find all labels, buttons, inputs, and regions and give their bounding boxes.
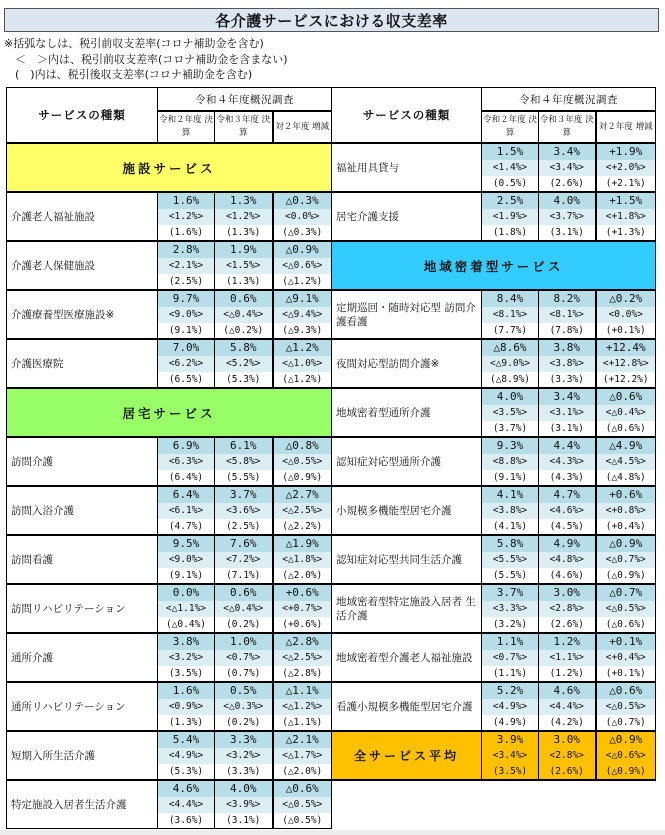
value-cell: (△0.5%): [273, 813, 332, 829]
value-cell: <△0.4%>: [596, 405, 656, 421]
value-cell: (4.7%): [158, 519, 215, 535]
value-cell: 1.6%: [158, 682, 215, 699]
service-name: 介護療養型医療施設※: [7, 290, 158, 339]
value-cell: (△0.6%): [596, 617, 656, 633]
table-row: [7, 192, 332, 209]
value-cell: 5.8%: [482, 535, 539, 552]
value-cell: 1.0%: [215, 633, 273, 650]
value-cell: (3.7%): [482, 421, 539, 437]
value-cell: (2.5%): [215, 519, 273, 535]
value-cell: <9.0%>: [158, 552, 215, 568]
value-cell: △1.9%: [273, 535, 332, 552]
value-cell: <+2.0%>: [596, 160, 656, 176]
value-cell: 8.2%: [539, 290, 596, 307]
value-cell: (4.3%): [539, 470, 596, 486]
value-cell: (△0.2%): [215, 323, 273, 339]
value-cell: 4.6%: [158, 780, 215, 797]
table-row: [7, 437, 332, 454]
table-row: [7, 633, 332, 650]
value-cell: (3.1%): [539, 421, 596, 437]
value-cell: <0.0%>: [596, 307, 656, 323]
value-cell: (4.1%): [482, 519, 539, 535]
value-cell: 9.3%: [482, 437, 539, 454]
note-line: ( )内は、税引後収支差率(コロナ補助金を含む): [4, 68, 253, 81]
header-service-type: サービスの種類: [332, 88, 482, 144]
value-cell: <5.2%>: [215, 356, 273, 372]
table-row: [7, 241, 332, 258]
value-cell: (1.3%): [215, 225, 273, 241]
value-cell: <△0.5%>: [596, 699, 656, 715]
value-cell: 1.5%: [482, 143, 539, 160]
value-cell: (3.1%): [539, 225, 596, 241]
value-cell: <1.9%>: [482, 209, 539, 225]
service-name: 訪問看護: [7, 535, 158, 584]
value-cell: 4.7%: [539, 486, 596, 503]
value-cell: (+0.1%): [596, 323, 656, 339]
value-cell: (9.1%): [158, 323, 215, 339]
service-name: 認知症対応型通所介護: [332, 437, 482, 486]
section-facility: 施設サービス: [7, 143, 332, 192]
value-cell: △0.6%: [273, 780, 332, 797]
value-cell: (△1.1%): [273, 715, 332, 731]
value-cell: (1.8%): [482, 225, 539, 241]
value-cell: <4.8%>: [539, 552, 596, 568]
right-table: [331, 87, 656, 781]
value-cell: (△1.2%): [273, 274, 332, 290]
value-cell: <△2.5%>: [273, 503, 332, 519]
value-cell: (3.3%): [539, 372, 596, 388]
value-cell: <1.2%>: [158, 209, 215, 225]
average-value: <2.8%>: [539, 748, 596, 764]
value-cell: <8.8%>: [482, 454, 539, 470]
value-cell: △1.1%: [273, 682, 332, 699]
value-cell: (5.5%): [482, 568, 539, 584]
value-cell: (7.8%): [539, 323, 596, 339]
value-cell: 3.4%: [539, 388, 596, 405]
value-cell: 1.6%: [158, 192, 215, 209]
value-cell: (7.7%): [482, 323, 539, 339]
value-cell: <0.7%>: [215, 650, 273, 666]
value-cell: <2.8%>: [539, 601, 596, 617]
table-row: [7, 339, 332, 356]
value-cell: △0.6%: [596, 682, 656, 699]
value-cell: <△0.6%>: [273, 258, 332, 274]
value-cell: 5.8%: [215, 339, 273, 356]
header-survey: 令和４年度概況調査: [482, 88, 656, 112]
value-cell: (△2.2%): [273, 519, 332, 535]
value-cell: (3.2%): [482, 617, 539, 633]
value-cell: 5.2%: [482, 682, 539, 699]
value-cell: (△0.3%): [273, 225, 332, 241]
value-cell: 3.3%: [215, 731, 273, 748]
value-cell: 2.8%: [158, 241, 215, 258]
value-cell: (△0.4%): [158, 617, 215, 633]
value-cell: 7.0%: [158, 339, 215, 356]
value-cell: <8.1%>: [539, 307, 596, 323]
value-cell: <3.4%>: [539, 160, 596, 176]
table-row: [332, 682, 656, 699]
average-value: <3.4%>: [482, 748, 539, 764]
value-cell: <0.9%>: [158, 699, 215, 715]
value-cell: (△2.8%): [273, 666, 332, 682]
service-name: 介護老人福祉施設: [7, 192, 158, 241]
value-cell: (1.3%): [215, 274, 273, 290]
header-r2: 令和２年度 決算: [482, 111, 539, 143]
service-name: 訪問入浴介護: [7, 486, 158, 535]
value-cell: <4.4%>: [539, 699, 596, 715]
value-cell: △4.9%: [596, 437, 656, 454]
header-service-type: サービスの種類: [7, 88, 158, 144]
value-cell: (4.9%): [482, 715, 539, 731]
table-row: [332, 437, 656, 454]
value-cell: 4.1%: [482, 486, 539, 503]
service-name: 小規模多機能型居宅介護: [332, 486, 482, 535]
table-row: [332, 486, 656, 503]
table-row: [7, 486, 332, 503]
value-cell: 9.7%: [158, 290, 215, 307]
value-cell: (1.3%): [158, 715, 215, 731]
value-cell: <6.1%>: [158, 503, 215, 519]
value-cell: <△0.5%>: [596, 601, 656, 617]
value-cell: <△0.4%>: [215, 307, 273, 323]
service-name: 通所介護: [7, 633, 158, 682]
table-row: [7, 290, 332, 307]
value-cell: <3.9%>: [215, 797, 273, 813]
value-cell: △9.1%: [273, 290, 332, 307]
service-name: 認知症対応型共同生活介護: [332, 535, 482, 584]
value-cell: <△9.0%>: [482, 356, 539, 372]
table-row: [332, 535, 656, 552]
value-cell: 1.9%: [215, 241, 273, 258]
value-cell: (9.1%): [482, 470, 539, 486]
value-cell: (2.6%): [539, 176, 596, 192]
value-cell: <3.2%>: [215, 748, 273, 764]
table-row: [332, 290, 656, 307]
value-cell: 4.6%: [539, 682, 596, 699]
value-cell: <3.5%>: [482, 405, 539, 421]
value-cell: (1.2%): [539, 666, 596, 682]
note-line: ＜ ＞内は、税引前収支差率(コロナ補助金を含まない): [4, 52, 288, 66]
value-cell: 9.5%: [158, 535, 215, 552]
value-cell: +1.5%: [596, 192, 656, 209]
value-cell: 6.9%: [158, 437, 215, 454]
value-cell: △2.8%: [273, 633, 332, 650]
note-line: ※括弧なしは、税引前収支差率(コロナ補助金を含む): [4, 37, 264, 50]
value-cell: (+0.1%): [596, 666, 656, 682]
value-cell: 3.7%: [482, 584, 539, 601]
service-name: 介護老人保健施設: [7, 241, 158, 290]
value-cell: <+0.8%>: [596, 503, 656, 519]
table-row: [332, 192, 656, 209]
value-cell: (△8.9%): [482, 372, 539, 388]
value-cell: <5.5%>: [482, 552, 539, 568]
value-cell: △2.7%: [273, 486, 332, 503]
value-cell: <2.1%>: [158, 258, 215, 274]
value-cell: (6.5%): [158, 372, 215, 388]
value-cell: (2.5%): [158, 274, 215, 290]
value-cell: <1.1%>: [539, 650, 596, 666]
value-cell: (+2.1%): [596, 176, 656, 192]
value-cell: +1.9%: [596, 143, 656, 160]
value-cell: △8.6%: [482, 339, 539, 356]
value-cell: 0.5%: [215, 682, 273, 699]
value-cell: <8.1%>: [482, 307, 539, 323]
value-cell: <3.8%>: [482, 503, 539, 519]
value-cell: 6.4%: [158, 486, 215, 503]
value-cell: (7.1%): [215, 568, 273, 584]
value-cell: <△0.7%>: [596, 552, 656, 568]
value-cell: +0.6%: [273, 584, 332, 601]
value-cell: (△0.7%): [596, 715, 656, 731]
average-value: <△0.6%>: [596, 748, 656, 764]
service-name: 訪問介護: [7, 437, 158, 486]
value-cell: <4.6%>: [539, 503, 596, 519]
value-cell: <1.2%>: [215, 209, 273, 225]
service-name: 介護医療院: [7, 339, 158, 388]
value-cell: <△0.5%>: [273, 797, 332, 813]
value-cell: <△1.0%>: [273, 356, 332, 372]
average-row: [332, 731, 656, 748]
value-cell: △0.2%: [596, 290, 656, 307]
average-value: △0.9%: [596, 731, 656, 748]
value-cell: <3.8%>: [539, 356, 596, 372]
value-cell: (9.1%): [158, 568, 215, 584]
table-row: [7, 682, 332, 699]
average-value: (3.5%): [482, 764, 539, 780]
average-value: 3.0%: [539, 731, 596, 748]
service-name: 通所リハビリテーション: [7, 682, 158, 731]
value-cell: <3.1%>: [539, 405, 596, 421]
value-cell: (0.7%): [215, 666, 273, 682]
value-cell: 0.6%: [215, 290, 273, 307]
value-cell: (1.6%): [158, 225, 215, 241]
value-cell: <1.4%>: [482, 160, 539, 176]
value-cell: +12.4%: [596, 339, 656, 356]
table-row: [332, 633, 656, 650]
service-name: 福祉用具貸与: [332, 143, 482, 192]
value-cell: (3.3%): [215, 764, 273, 780]
value-cell: △0.7%: [596, 584, 656, 601]
value-cell: (6.4%): [158, 470, 215, 486]
value-cell: (△2.0%): [273, 568, 332, 584]
service-name: 地域密着型通所介護: [332, 388, 482, 437]
value-cell: <4.4%>: [158, 797, 215, 813]
value-cell: 5.4%: [158, 731, 215, 748]
value-cell: <+0.7%>: [273, 601, 332, 617]
value-cell: (3.1%): [215, 813, 273, 829]
value-cell: 0.0%: [158, 584, 215, 601]
value-cell: <6.3%>: [158, 454, 215, 470]
service-name: 短期入所生活介護: [7, 731, 158, 780]
value-cell: (+1.3%): [596, 225, 656, 241]
value-cell: <△0.3%>: [215, 699, 273, 715]
value-cell: <7.2%>: [215, 552, 273, 568]
value-cell: (+12.2%): [596, 372, 656, 388]
table-row: [332, 584, 656, 601]
value-cell: 2.5%: [482, 192, 539, 209]
service-name: 居宅介護支援: [332, 192, 482, 241]
value-cell: 8.4%: [482, 290, 539, 307]
table-row: [332, 388, 656, 405]
value-cell: <3.6%>: [215, 503, 273, 519]
value-cell: (4.2%): [539, 715, 596, 731]
value-cell: 3.4%: [539, 143, 596, 160]
table-row: [7, 731, 332, 748]
value-cell: (0.2%): [215, 715, 273, 731]
table-row: [7, 584, 332, 601]
value-cell: <△0.5%>: [273, 454, 332, 470]
value-cell: <3.3%>: [482, 601, 539, 617]
table-row: [332, 143, 656, 160]
value-cell: <+1.8%>: [596, 209, 656, 225]
header-r3: 令和３年度 決算: [539, 111, 596, 143]
value-cell: 0.6%: [215, 584, 273, 601]
value-cell: (3.5%): [158, 666, 215, 682]
value-cell: 3.8%: [539, 339, 596, 356]
value-cell: <△1.7%>: [273, 748, 332, 764]
service-name: 定期巡回・随時対応型 訪問介護看護: [332, 290, 482, 339]
value-cell: (△9.3%): [273, 323, 332, 339]
value-cell: (5.3%): [158, 764, 215, 780]
table-row: [7, 535, 332, 552]
value-cell: (4.6%): [539, 568, 596, 584]
value-cell: 1.2%: [539, 633, 596, 650]
value-cell: <△4.5%>: [596, 454, 656, 470]
value-cell: +0.6%: [596, 486, 656, 503]
value-cell: 3.0%: [539, 584, 596, 601]
section-community: 地域密着型サービス: [332, 241, 656, 290]
value-cell: (△2.0%): [273, 764, 332, 780]
value-cell: 4.9%: [539, 535, 596, 552]
value-cell: <1.5%>: [215, 258, 273, 274]
value-cell: 1.3%: [215, 192, 273, 209]
service-name: 夜間対応型訪問介護※: [332, 339, 482, 388]
header-r3: 令和３年度 決算: [215, 111, 273, 143]
service-name: 特定施設入居者生活介護: [7, 780, 158, 829]
value-cell: <0.7%>: [482, 650, 539, 666]
value-cell: △0.6%: [596, 388, 656, 405]
value-cell: 3.8%: [158, 633, 215, 650]
value-cell: <9.0%>: [158, 307, 215, 323]
header-r2: 令和２年度 決算: [158, 111, 215, 143]
value-cell: △0.9%: [596, 535, 656, 552]
value-cell: <4.3%>: [539, 454, 596, 470]
value-cell: 7.6%: [215, 535, 273, 552]
value-cell: <△2.5%>: [273, 650, 332, 666]
value-cell: <△1.1%>: [158, 601, 215, 617]
value-cell: <△1.2%>: [273, 699, 332, 715]
value-cell: △0.9%: [273, 241, 332, 258]
table-row: [332, 339, 656, 356]
value-cell: (3.6%): [158, 813, 215, 829]
value-cell: <△9.4%>: [273, 307, 332, 323]
value-cell: 4.0%: [215, 780, 273, 797]
value-cell: (+0.6%): [273, 617, 332, 633]
value-cell: (△0.9%): [273, 470, 332, 486]
average-value: (2.6%): [539, 764, 596, 780]
value-cell: (△1.2%): [273, 372, 332, 388]
service-name: 地域密着型介護老人福祉施設: [332, 633, 482, 682]
value-cell: <+0.4%>: [596, 650, 656, 666]
value-cell: (△0.6%): [596, 421, 656, 437]
value-cell: <3.7%>: [539, 209, 596, 225]
value-cell: 1.1%: [482, 633, 539, 650]
value-cell: <6.2%>: [158, 356, 215, 372]
value-cell: △0.8%: [273, 437, 332, 454]
section-home: 居宅サービス: [7, 388, 332, 437]
value-cell: (△4.8%): [596, 470, 656, 486]
value-cell: <+12.8%>: [596, 356, 656, 372]
value-cell: (0.5%): [482, 176, 539, 192]
bottom-scroll-area: [0, 830, 665, 835]
left-table: [6, 87, 332, 829]
average-value: 3.9%: [482, 731, 539, 748]
value-cell: △1.2%: [273, 339, 332, 356]
value-cell: <△1.8%>: [273, 552, 332, 568]
value-cell: <0.0%>: [273, 209, 332, 225]
value-cell: <3.2%>: [158, 650, 215, 666]
value-cell: (+0.4%): [596, 519, 656, 535]
value-cell: 6.1%: [215, 437, 273, 454]
value-cell: 4.4%: [539, 437, 596, 454]
table-row: [7, 780, 332, 797]
value-cell: 4.0%: [482, 388, 539, 405]
value-cell: <4.9%>: [158, 748, 215, 764]
value-cell: (2.6%): [539, 617, 596, 633]
value-cell: <△0.4%>: [215, 601, 273, 617]
service-name: 訪問リハビリテーション: [7, 584, 158, 633]
value-cell: (5.5%): [215, 470, 273, 486]
service-name: 地域密着型特定施設入居者 生活介護: [332, 584, 482, 633]
value-cell: (5.3%): [215, 372, 273, 388]
value-cell: △0.3%: [273, 192, 332, 209]
value-cell: (4.5%): [539, 519, 596, 535]
notes: [4, 36, 288, 83]
value-cell: +0.1%: [596, 633, 656, 650]
average-value: (△0.9%): [596, 764, 656, 780]
value-cell: 4.0%: [539, 192, 596, 209]
value-cell: (0.2%): [215, 617, 273, 633]
page-title: 各介護サービスにおける収支差率: [4, 8, 659, 32]
value-cell: <5.8%>: [215, 454, 273, 470]
header-survey: 令和４年度概況調査: [158, 88, 332, 112]
header-diff: 対２年度 増減: [273, 111, 332, 143]
value-cell: △2.1%: [273, 731, 332, 748]
average-label: 全サービス平均: [332, 731, 482, 780]
value-cell: 3.7%: [215, 486, 273, 503]
value-cell: <4.9%>: [482, 699, 539, 715]
header-diff: 対２年度 増減: [596, 111, 656, 143]
value-cell: (1.1%): [482, 666, 539, 682]
value-cell: (△0.9%): [596, 568, 656, 584]
service-name: 看護小規模多機能型居宅介護: [332, 682, 482, 731]
